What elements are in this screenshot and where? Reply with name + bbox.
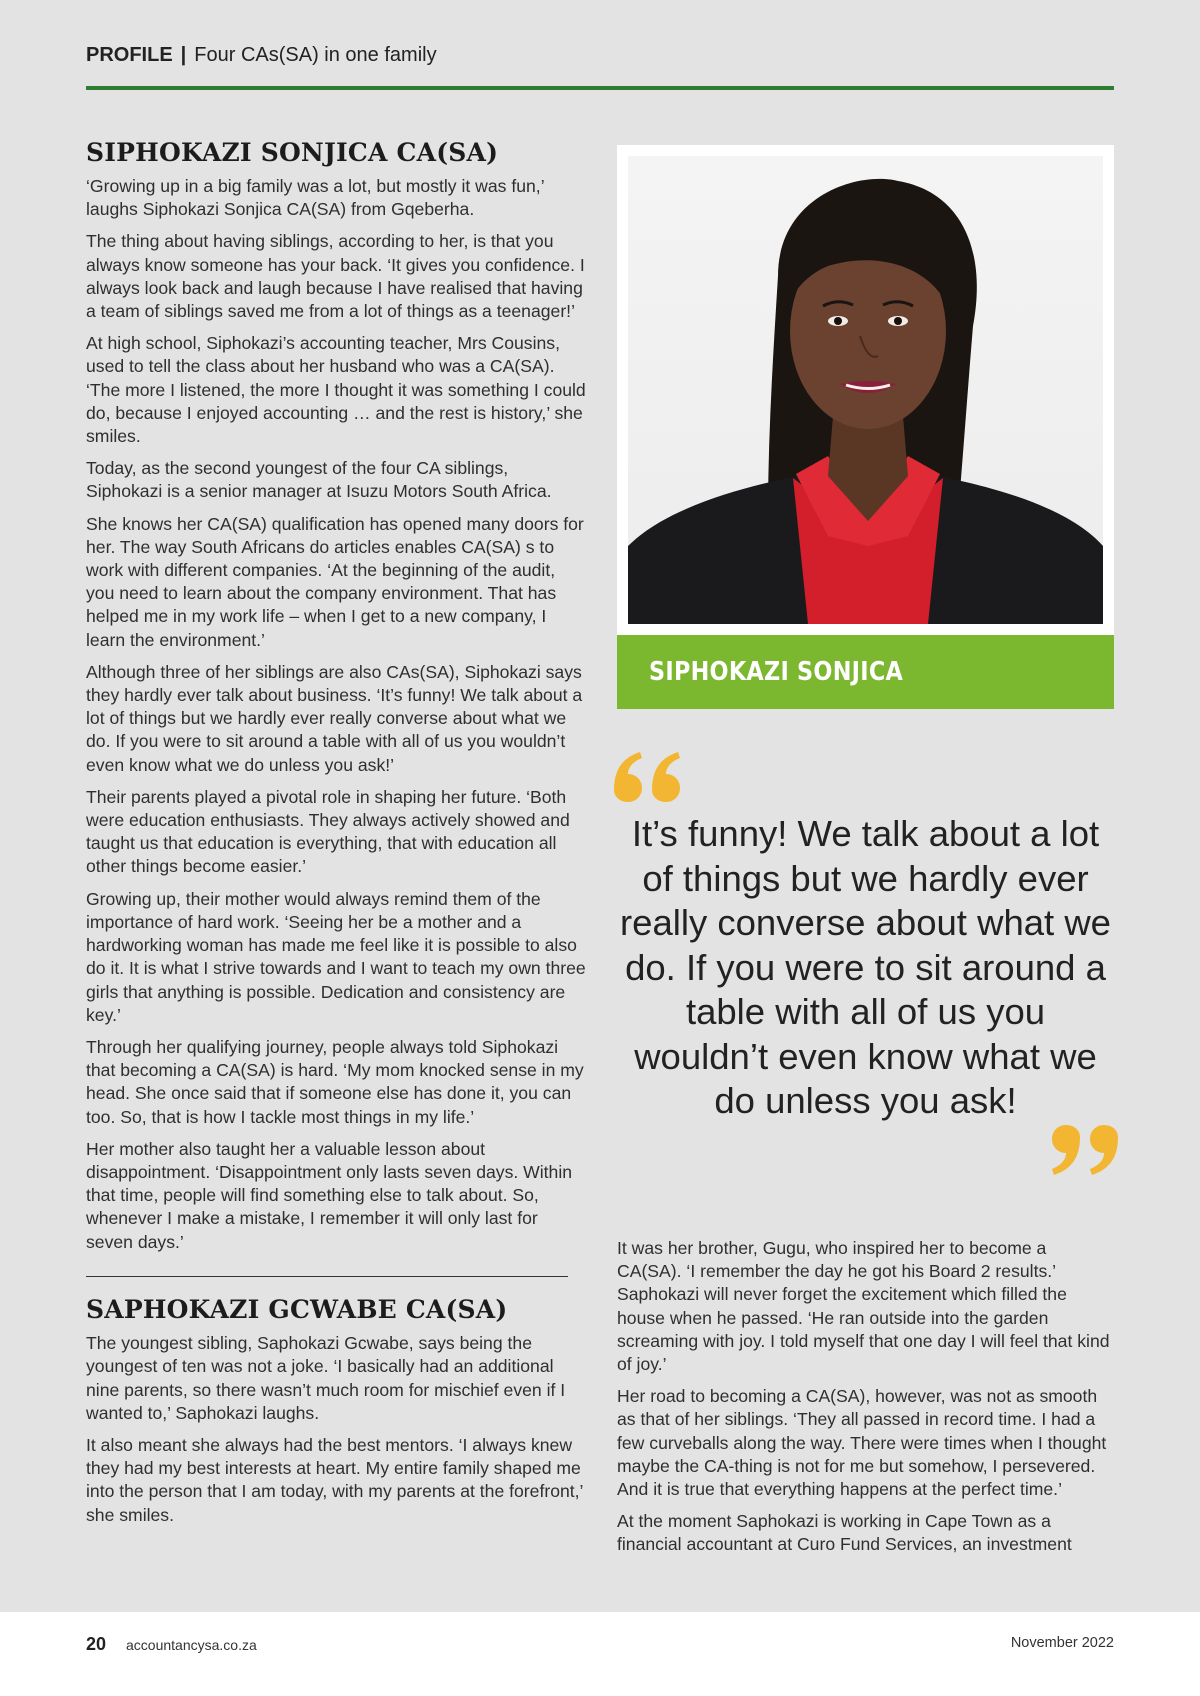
header-rule bbox=[86, 86, 1114, 90]
section-heading-siphokazi: SIPHOKAZI SONJICA CA(SA) bbox=[86, 138, 499, 167]
close-quote-icon bbox=[1044, 1115, 1124, 1195]
article-paragraph: Today, as the second youngest of the four CA siblings, Siphokazi is a senior manager at Isuzu Motors South Africa. bbox=[86, 458, 552, 502]
article-paragraph: It also meant she always had the best mentors. ‘I always knew they had my best interests at heart. My entire family shaped me into the person that I am today, with my parents at the forefront,’ she smiles. bbox=[86, 1435, 583, 1525]
article-paragraph: She knows her CA(SA) qualification has opened many doors for her. The way South Africans do articles enables CA(SA) s to work with different companies. ‘At the beginning of the audit, you need to learn about the company environment. That has helped me in my work life – when I get to a new company, I learn the environment.’ bbox=[86, 513, 584, 650]
article-paragraph: The youngest sibling, Saphokazi Gcwabe, says being the youngest of ten was not a joke. ‘I basically had an additional nine parents, so there wasn’t much room for mischief even if I wanted to,’ Saphokazi laughs. bbox=[86, 1333, 566, 1423]
portrait-photo bbox=[628, 156, 1103, 624]
portrait-caption bbox=[617, 635, 1114, 709]
article-paragraph: The thing about having siblings, according to her, is that you always know someone has your back. ‘It gives you confidence. I always look back and laugh because I have realised that having a team of siblings saved me from a lot of things as a teenager!’ bbox=[86, 231, 585, 322]
section-heading-saphokazi: SAPHOKAZI GCWABE CA(SA) bbox=[86, 1295, 508, 1325]
article-paragraph: Growing up, their mother would always remind them of the importance of hard work. ‘Seeing her be a mother and a hardworking woman has made me feel like it is possible to also do it. It is what I strive towards and I want to teach my own three girls that anything is possible. Dedication and consistency are key.’ bbox=[86, 888, 586, 1025]
article-paragraph: Although three of her siblings are also CAs(SA), Siphokazi says they hardly ever talk about business. ‘It’s funny! We talk about a lot of things but we hardly ever really converse about what we do. If you were to sit around a table with all of us you wouldn’t even know what we do unless you ask!’ bbox=[86, 661, 583, 775]
article-paragraph: ‘Growing up in a big family was a lot, but mostly it was fun,’ laughs Siphokazi Sonjica CA(SA) from Gqeberha. bbox=[86, 176, 544, 220]
article-paragraph: Through her qualifying journey, people always told Siphokazi that becoming a CA(SA) is hard. ‘My mom knocked sense in my head. She once said that if someone else has done it, you can too. So, that is how I tackle most things in my life.’ bbox=[86, 1036, 584, 1127]
article-paragraph: At high school, Siphokazi’s accounting teacher, Mrs Cousins, used to tell the class about her husband who was a CA(SA). ‘The more I listened, the more I thought it was something I could do, because I enjoyed accounting … and the rest is history,’ she smiles. bbox=[86, 333, 586, 447]
issue-date: November 2022 bbox=[1010, 1635, 1114, 1651]
article-paragraph: Their parents played a pivotal role in shaping her future. ‘Both were education enthusiasts. They always actively showed and taught us that education is everything, that with education all other things become easier.’ bbox=[86, 786, 570, 877]
left-column bbox=[86, 138, 586, 1536]
page-number: 20 bbox=[86, 1634, 107, 1654]
footer-bar bbox=[0, 1612, 1200, 1696]
open-quote-icon bbox=[608, 732, 688, 812]
pull-quote: It’s funny! We talk about a lot of things but we hardly ever really converse about what we do. If you were to sit around a table with all of us you wouldn’t even know what we do unless you ask! bbox=[620, 813, 1111, 1121]
article-paragraph: Her road to becoming a CA(SA), however, was not as smooth as that of her siblings. ‘They all passed in record time. I had a few curveballs along the way. There were times when I thought maybe the CA-thing is not for me but somehow, I persevered. And it is true that everything happens at the perfect time.’ bbox=[617, 1386, 1107, 1500]
footer-website: accountancysa.co.za bbox=[126, 1637, 257, 1653]
portrait-illustration bbox=[628, 156, 1103, 624]
caption-name: SIPHOKAZI SONJICA bbox=[649, 657, 904, 687]
right-column-text bbox=[617, 1237, 1114, 1566]
portrait-frame bbox=[617, 145, 1114, 635]
article-paragraph: At the moment Saphokazi is working in Cape Town as a financial accountant at Curo Fund Services, an investment bbox=[617, 1511, 1072, 1555]
header-separator: | bbox=[180, 44, 187, 66]
article-paragraph: It was her brother, Gugu, who inspired her to become a CA(SA). ‘I remember the day he got his Board 2 results.’ Saphokazi will never forget the excitement which filled the house when he passed. ‘He ran outside into the garden screaming with joy. I told myself that one day I will feel that kind of joy.’ bbox=[617, 1238, 1110, 1375]
section-kicker: PROFILE bbox=[86, 44, 173, 66]
section-divider bbox=[86, 1276, 568, 1278]
article-paragraph: Her mother also taught her a valuable lesson about disappointment. ‘Disappointment only lasts seven days. Within that time, people will find something else to talk about. So, whenever I make a mistake, I remember it will only last for seven days.’ bbox=[86, 1138, 573, 1252]
page-header bbox=[86, 44, 1114, 67]
header-title: Four CAs(SA) in one family bbox=[194, 44, 437, 66]
